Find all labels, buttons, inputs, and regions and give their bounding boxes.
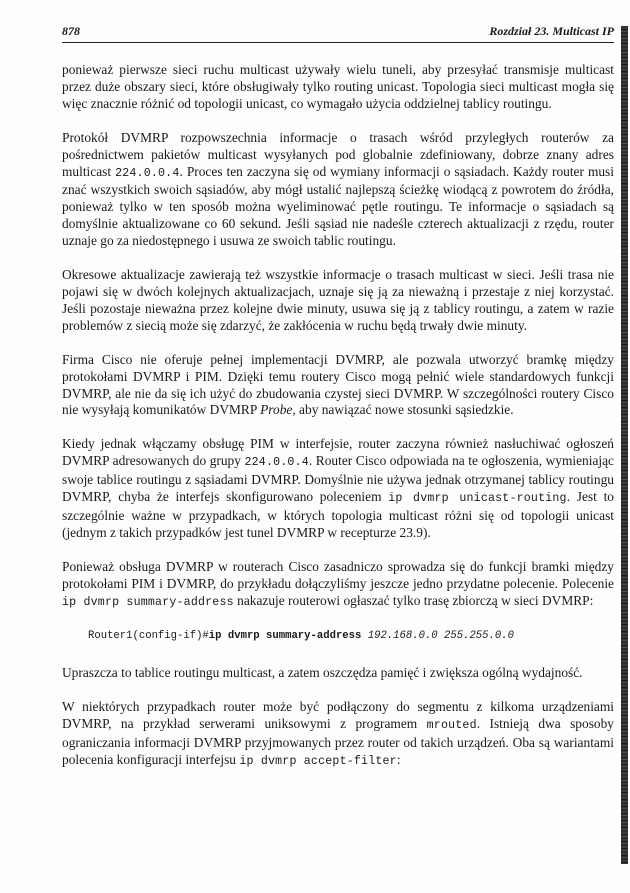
paragraph-5: Kiedy jednak włączamy obsługę PIM w interfejsie, router zaczyna również nasłuchiwać ogłoszeń DVMRP adresowanych do grupy 224.0.0.4. Router Cisco odpowiada na te ogłoszenia, wymieniając swoje tablice routingu z sąsiadami DVMRP. Domyślnie nie używa jednak otrzymanej tablicy routingu DVMRP, chyba że interfejs skonfigurowano poleceniem ip dvmrp unicast-routing. Jest to szczególnie ważne w przypadkach, w których topologia multicast różni się od topologii unicast (jednym z takich przypadków jest tunel DVMRP w recepturze 23.9). xyxy=(62,436,614,540)
program-name: mrouted xyxy=(426,719,477,733)
probe-term: Probe, xyxy=(260,402,296,418)
paragraph-2: Protokół DVMRP rozpowszechnia informacje o trasach wśród przyległych routerów za pośrednictwem pakietów multicast wysyłanych pod globalnie zdefiniowany, dobrze znany adres multicast 224.0.0.4. Proces ten zaczyna się od wymiany informacji o sąsiadach. Każdy router musi znać wszystkich swoich sąsiadów, aby mógł ustalić najlepszą ścieżkę wiodącą z powrotem do źródła, ponieważ tylko w ten sposób można wyeliminować pętle routingu. Te informacje o sąsiadach są domyślnie aktualizowane co 60 sekund. Jeśli sąsiad nie nadeśle czterech aktualizacji z rzędu, router uznaje go za niedostępnego i usuwa ze swoich tablic routingu. xyxy=(62,129,614,249)
page-body xyxy=(62,62,614,788)
command-accept-filter: ip dvmrp accept-filter xyxy=(239,755,397,768)
code-arguments: 192.168.0.0 255.255.0.0 xyxy=(361,630,514,643)
paragraph-7: Upraszcza to tablice routingu multicast, a zatem oszczędza pamięć i zwiększa ogólną wydajność. xyxy=(62,665,583,681)
multicast-address: 224.0.0.4 xyxy=(115,166,180,180)
paragraph-3: Okresowe aktualizacje zawierają też wszystkie informacje o trasach multicast w sieci. Jeśli trasa nie pojawi się w dwóch kolejnych aktualizacjach, uznaje się ją za nieważną i przestaje z niej korzystać. Jeśli pozostaje nieważna przez kolejne dwie minuty, usuwa się ją z tablicy routingu, a zatem w razie problemów z siecią może się zdarzyć, że zakłócenia w ruchu będą trwały dwie minuty. xyxy=(62,267,614,333)
code-prompt: Router1(config-if)# xyxy=(88,630,209,643)
scan-edge-shadow xyxy=(621,26,628,864)
chapter-title: Rozdział 23. Multicast IP xyxy=(489,24,614,38)
paragraph-6: Ponieważ obsługa DVMRP w routerach Cisco zasadniczo sprowadza się do funkcji bramki między protokołami PIM i DVMRP, do przykładu dołączyliśmy jeszcze jedno przydatne polecenie. Polecenie ip dvmrp summary-address nakazuje routerowi ogłaszać tylko trasę zbiorczą w sieci DVMRP: xyxy=(62,558,614,609)
page-number: 878 xyxy=(62,24,80,38)
paragraph-8: W niektórych przypadkach router może być podłączony do segmentu z kilkoma urządzeniami DVMRP, na przykład serwerami uniksowymi z programem mrouted. Istnieją dwa sposoby ograniczania informacji DVMRP przyjmowanych przez router od takich urządzeń. Oba są wariantami polecenia konfiguracji interfejsu ip dvmrp accept-filter: xyxy=(62,699,614,768)
command-summary-address: ip dvmrp summary-address xyxy=(62,595,234,609)
paragraph-4: Firma Cisco nie oferuje pełnej implementacji DVMRP, ale pozwala utworzyć bramkę między protokołami DVMRP i PIM. Dzięki temu routery Cisco mogą pełnić wiele standardowych funkcji DVMRP, ale nie da się ich użyć do zbudowania czystej sieci DVMRP. W szczególności routery Cisco nie wysyłają komunikatów DVMRP Probe, aby nawiązać nowe stosunki sąsiedzkie. xyxy=(62,351,614,418)
command-unicast-routing: ip dvmrp unicast-routing xyxy=(388,492,567,506)
running-header xyxy=(62,22,614,43)
paragraph-1: ponieważ pierwsze sieci ruchu multicast używały wielu tuneli, aby przesyłać transmisje multicast przez duże obszary sieci, które obsługiwały tylko routing unicast. Topologia sieci multicast mogła się więc znacznie różnić od topologii unicast, co wymagało użycia oddzielnej tablicy routingu. xyxy=(62,62,614,111)
code-example xyxy=(88,628,614,645)
code-command: ip dvmrp summary-address xyxy=(208,630,362,643)
multicast-address: 224.0.0.4 xyxy=(244,456,309,470)
